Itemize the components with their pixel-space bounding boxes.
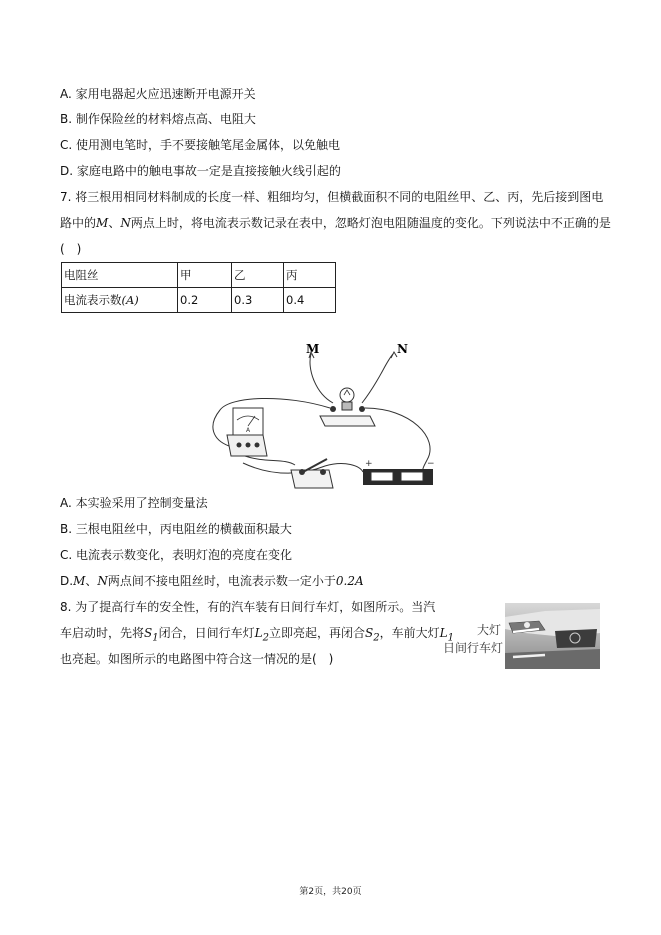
q8-text: 车启动时，先将 <box>60 626 145 640</box>
separator: 、 <box>85 574 98 588</box>
ammeter-symbol: A <box>246 427 251 434</box>
option-letter: D. <box>60 574 74 588</box>
page-footer: 第2页，共20页 <box>299 887 362 897</box>
table-cell: 0.4 <box>284 288 336 313</box>
q7-option-d <box>60 573 364 589</box>
q8-text: 立即亮起，再闭合 <box>268 626 365 640</box>
option-c-prev: C. 使用测电笔时，手不要接触笔尾金属体，以免触电 <box>60 138 341 152</box>
table-cell: 0.3 <box>232 288 284 313</box>
table-cell: 乙 <box>232 263 284 288</box>
lamp-l2-sub: 2 <box>262 632 269 644</box>
switch-s2-letter: S <box>365 626 374 640</box>
switch-s2 <box>365 626 380 644</box>
lamp-l1-letter: L <box>439 626 448 640</box>
point-m: M <box>96 216 109 230</box>
option-a-prev: A. 家用电器起火应迅速断开电源开关 <box>60 87 256 101</box>
q8-text: ，车前大灯 <box>379 626 440 640</box>
q7-option-b: B. 三根电阻丝中，丙电阻丝的横截面积最大 <box>60 522 292 536</box>
car-headlight-photo <box>505 603 600 669</box>
q7-stem-text: 路中的 <box>60 216 97 230</box>
battery-pack <box>363 459 435 485</box>
current-value: 0.2A <box>335 574 364 588</box>
table-cell <box>62 288 178 313</box>
ammeter <box>227 408 267 456</box>
row-unit: (A) <box>121 293 139 307</box>
option-d-prev: D. 家庭电路中的触电事故一定是直接接触火线引起的 <box>60 164 341 178</box>
switch <box>291 459 333 488</box>
point-m: M <box>73 574 86 588</box>
svg-text:+: + <box>365 459 373 469</box>
switch-s1-letter: S <box>144 626 153 640</box>
q7-stem-line1: 7. 将三根用相同材料制成的长度一样、粗细均匀，但横截面积不同的电阻丝甲、乙、丙，先后接到图电 <box>60 190 604 204</box>
q7-option-a: A. 本实验采用了控制变量法 <box>60 496 208 510</box>
point-n: N <box>97 574 108 588</box>
q8-stem-line2 <box>60 625 454 646</box>
resistance-table <box>61 262 336 313</box>
lamp-l2-letter: L <box>254 626 263 640</box>
table-cell: 0.2 <box>178 288 232 313</box>
q8-text: 闭合，日间行车灯 <box>158 626 255 640</box>
switch-s1 <box>144 626 159 644</box>
table-cell: 丙 <box>284 263 336 288</box>
lamp-l1-sub: 1 <box>447 632 454 644</box>
svg-text:−: − <box>427 459 435 469</box>
lamp-l2 <box>254 626 269 644</box>
q7-option-c: C. 电流表示数变化，表明灯泡的亮度在变化 <box>60 548 293 562</box>
q7-answer-paren: ( ) <box>60 242 82 256</box>
row-label: 电流表示数 <box>64 293 122 307</box>
table-cell: 甲 <box>178 263 232 288</box>
lamp-l1 <box>439 626 454 644</box>
table-header-row <box>62 263 336 288</box>
point-n: N <box>120 216 131 230</box>
label-n: N <box>397 342 408 356</box>
big-light-label: 大灯 <box>477 623 502 637</box>
q7-stem-text: 两点上时，将电流表示数记录在表中，忽略灯泡电阻随温度的变化。下列说法中不正确的是 <box>130 216 611 230</box>
option-text: 两点间不接电阻丝时，电流表示数一定小于 <box>107 574 336 588</box>
q7-stem-line2 <box>60 215 611 231</box>
switch-s1-sub: 1 <box>152 632 159 644</box>
separator: 、 <box>108 216 121 230</box>
table-cell: 电阻丝 <box>62 263 178 288</box>
q8-stem-line1: 8. 为了提高行车的安全性，有的汽车装有日间行车灯，如图所示。当汽 <box>60 600 436 614</box>
option-b-prev: B. 制作保险丝的材料熔点高、电阻大 <box>60 112 256 126</box>
day-light-label: 日间行车灯 <box>443 641 504 655</box>
table-row <box>62 288 336 313</box>
q8-stem-line3: 也亮起。如图所示的电路图中符合这一情况的是( ) <box>60 652 334 666</box>
circuit-diagram <box>205 338 450 490</box>
switch-s2-sub: 2 <box>373 632 380 644</box>
label-m: M <box>306 342 320 356</box>
